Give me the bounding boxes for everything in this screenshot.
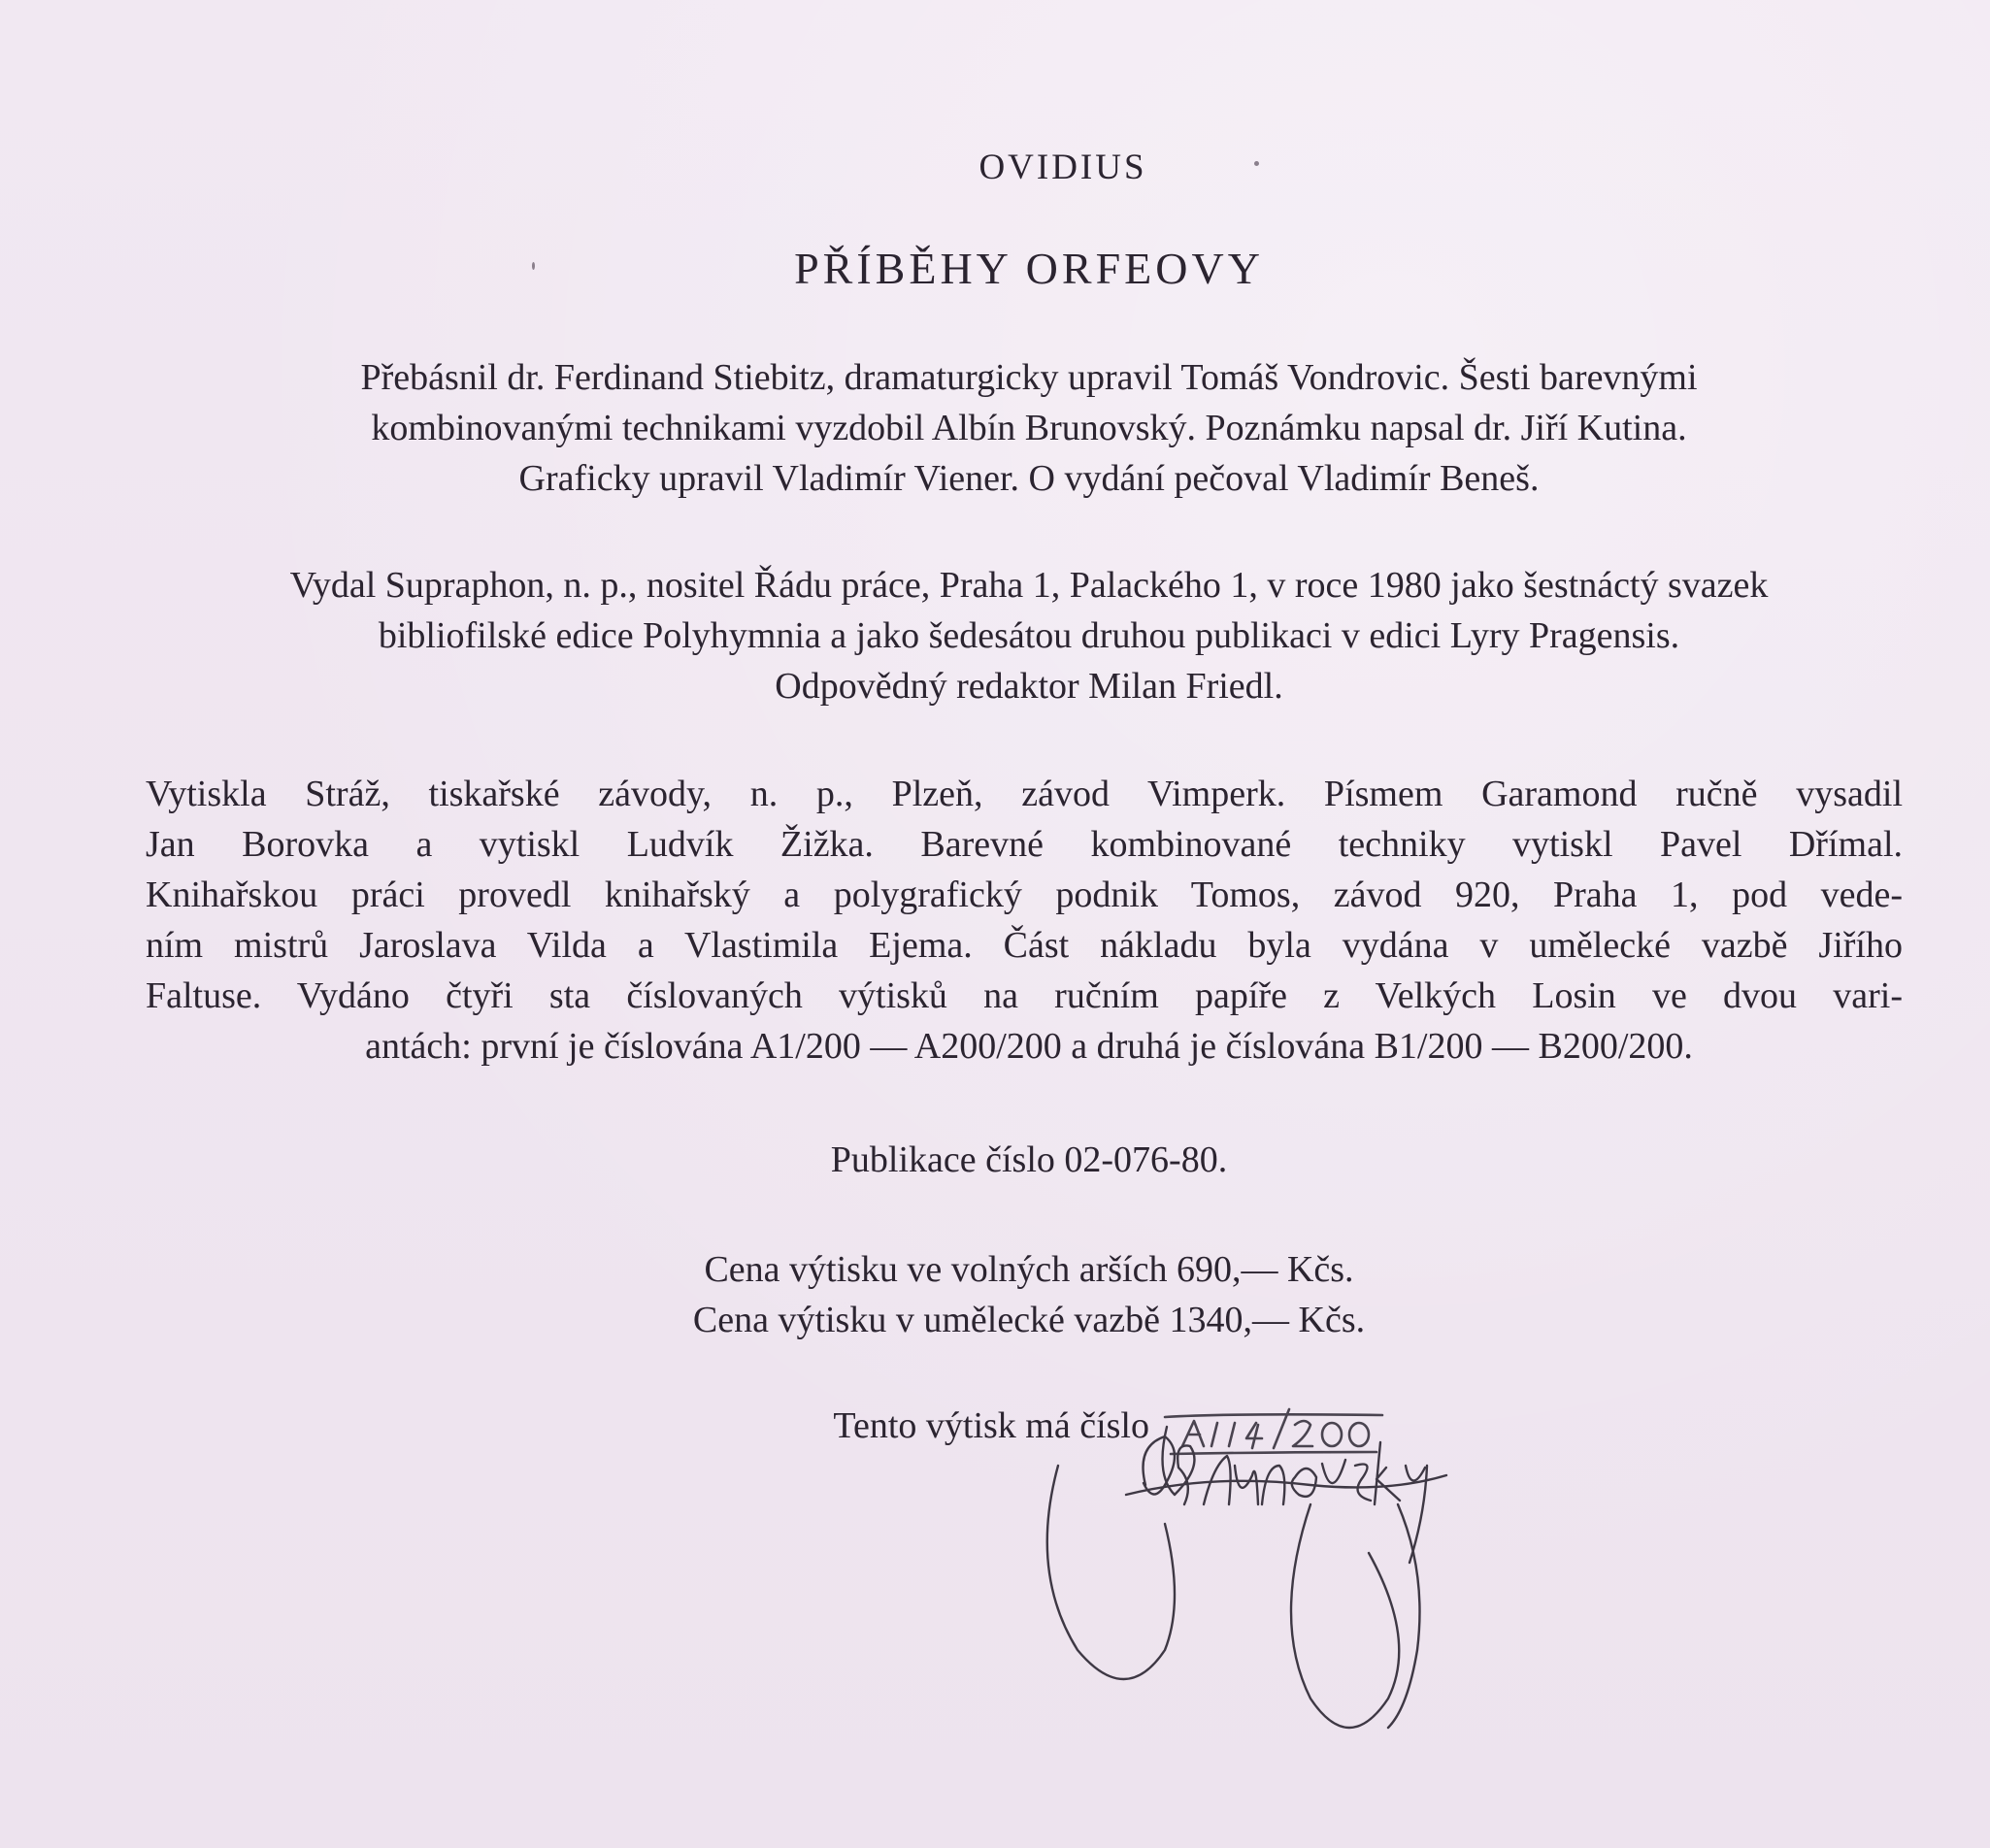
printing-line: antách: první je číslována A1/200 — A200/200 a druhá je číslována B1/200 — B200/200. bbox=[365, 1026, 1693, 1067]
printing-line: Vytiskla Stráž, tiskařské závody, n. p., Plzeň, závod Vimperk. Písmem Garamond ručně vysadil bbox=[146, 774, 1903, 814]
copy-number-label: Tento výtisk má číslo bbox=[833, 1405, 1149, 1446]
publisher-line: Odpovědný redaktor Milan Friedl. bbox=[775, 666, 1283, 707]
credits-line: kombinovanými technikami vyzdobil Albín Brunovský. Poznámku napsal dr. Jiří Kutina. bbox=[371, 408, 1687, 448]
price-art-binding: Cena výtisku v umělecké vazbě 1340,— Kčs. bbox=[692, 1300, 1366, 1340]
printing-line: Knihařskou práci provedl knihařský a polygrafický podnik Tomos, závod 920, Praha 1, pod vede- bbox=[146, 874, 1903, 915]
handwritten-signature bbox=[1019, 1359, 1563, 1766]
author-name: OVIDIUS bbox=[978, 148, 1147, 187]
printing-line: Faltuse. Vydáno čtyři sta číslovaných výtisků na ručním papíře z Velkých Losin ve dvou vari- bbox=[146, 975, 1903, 1016]
credits-line: Graficky upravil Vladimír Viener. O vydání pečoval Vladimír Beneš. bbox=[518, 458, 1540, 499]
publication-number: Publikace číslo 02-076-80. bbox=[830, 1139, 1228, 1180]
printing-line: Jan Borovka a vytiskl Ludvík Žižka. Barevné kombinované techniky vytiskl Pavel Dřímal. bbox=[146, 824, 1903, 865]
book-title: PŘÍBĚHY ORFEOVY bbox=[794, 244, 1264, 293]
printing-line: ním mistrů Jaroslava Vilda a Vlastimila Ejema. Část nákladu byla vydána v umělecké vazbě Jiřího bbox=[146, 925, 1903, 966]
credits-line: Přebásnil dr. Ferdinand Stiebitz, dramaturgicky upravil Tomáš Vondrovic. Šesti barevnými bbox=[360, 357, 1698, 398]
publisher-line: Vydal Supraphon, n. p., nositel Řádu práce, Praha 1, Palackého 1, v roce 1980 jako šestnáctý svazek bbox=[289, 565, 1769, 606]
publisher-line: bibliofilské edice Polyhymnia a jako šedesátou druhou publikaci v edici Lyry Pragensis. bbox=[378, 615, 1680, 656]
price-loose-sheets: Cena výtisku ve volných arších 690,— Kčs. bbox=[704, 1249, 1354, 1290]
